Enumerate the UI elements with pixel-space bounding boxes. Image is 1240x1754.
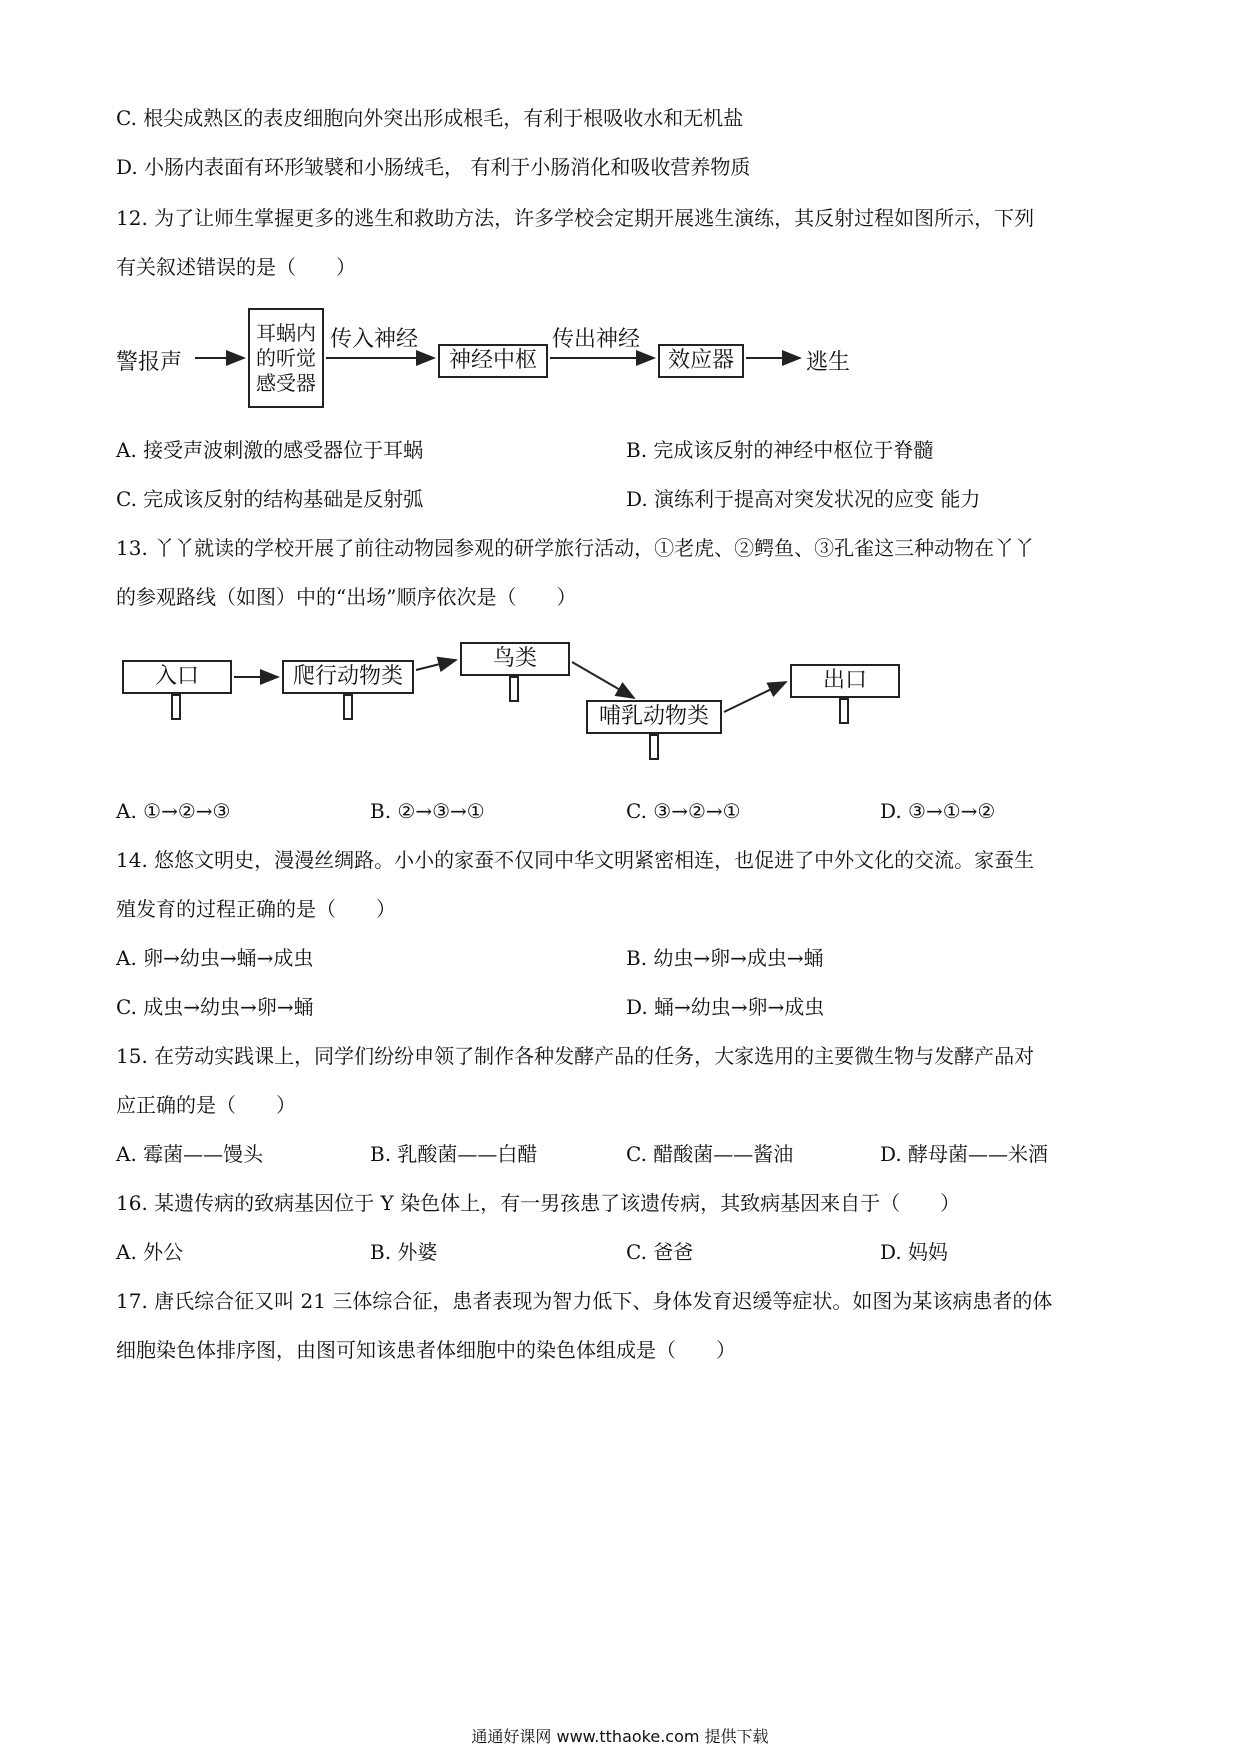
- q13-option-b: B. ②→③→①: [370, 799, 485, 823]
- q11-option-d: D. 小肠内表面有环形皱襞和小肠绒毛， 有利于小肠消化和吸收营养物质: [116, 155, 751, 179]
- q12-option-c: C. 完成该反射的结构基础是反射弧: [116, 487, 424, 511]
- q15-option-b: B. 乳酸菌——白醋: [370, 1142, 538, 1166]
- q17-stem-line1: 17. 唐氏综合征又叫 21 三体综合征，患者表现为智力低下、身体发育迟缓等症状。如图为某该病患者的体: [116, 1289, 1053, 1313]
- q13-stem-line2: 的参观路线（如图）中的“出场”顺序依次是（ ）: [116, 585, 577, 609]
- birds-sign: 鸟类: [460, 642, 570, 676]
- reptiles-sign: 爬行动物类: [282, 660, 414, 694]
- q16-option-c: C. 爸爸: [626, 1240, 694, 1264]
- q13-option-a: A. ①→②→③: [116, 799, 231, 823]
- q16-option-b: B. 外婆: [370, 1240, 438, 1264]
- afferent-nerve-label: 传入神经: [330, 327, 419, 352]
- q17-stem-line2: 细胞染色体排序图，由图可知该患者体细胞中的染色体组成是（ ）: [116, 1338, 736, 1362]
- q14-option-a: A. 卵→幼虫→蛹→成虫: [116, 946, 314, 970]
- response-label: 逃生: [806, 350, 851, 375]
- q13-option-d: D. ③→①→②: [880, 799, 996, 823]
- arrow-birds-mammals: [572, 662, 634, 698]
- q14-option-d: D. 蛹→幼虫→卵→成虫: [626, 995, 825, 1019]
- arrow-reptiles-birds: [416, 660, 456, 670]
- q12-option-a: A. 接受声波刺激的感受器位于耳蜗: [116, 438, 424, 462]
- q11-option-c: C. 根尖成熟区的表皮细胞向外突出形成根毛，有利于根吸收水和无机盐: [116, 106, 744, 130]
- q15-option-c: C. 醋酸菌——酱油: [626, 1142, 794, 1166]
- page-footer: 通通好课网 www.tthaoke.com 提供下载: [471, 1727, 769, 1746]
- nerve-center-box: 神经中枢: [438, 344, 548, 378]
- q16-option-a: A. 外公: [116, 1240, 184, 1264]
- q13-stem-line1: 13. 丫丫就读的学校开展了前往动物园参观的研学旅行活动，①老虎、②鳄鱼、③孔雀这三种动物在丫丫: [116, 536, 1035, 560]
- q14-stem-line2: 殖发育的过程正确的是（ ）: [116, 897, 396, 921]
- q16-option-d: D. 妈妈: [880, 1240, 949, 1264]
- effector-box: 效应器: [658, 344, 744, 378]
- q15-stem-line2: 应正确的是（ ）: [116, 1093, 296, 1117]
- q14-option-c: C. 成虫→幼虫→卵→蛹: [116, 995, 314, 1019]
- stimulus-label: 警报声: [116, 350, 183, 375]
- q13-option-c: C. ③→②→①: [626, 799, 741, 823]
- entrance-sign: 入口: [122, 660, 232, 694]
- q14-stem-line1: 14. 悠悠文明史，漫漫丝绸路。小小的家蚕不仅同中华文明紧密相连，也促进了中外文化的交流。家蚕生: [116, 848, 1035, 872]
- exit-sign: 出口: [790, 664, 900, 698]
- efferent-nerve-label: 传出神经: [552, 327, 641, 352]
- q12-option-d: D. 演练利于提高对突发状况的应变 能力: [626, 487, 981, 511]
- q15-stem-line1: 15. 在劳动实践课上，同学们纷纷申领了制作各种发酵产品的任务，大家选用的主要微生物与发酵产品对: [116, 1044, 1035, 1068]
- arrow-mammals-exit: [724, 682, 786, 712]
- q12-option-b: B. 完成该反射的神经中枢位于脊髓: [626, 438, 934, 462]
- q16-stem: 16. 某遗传病的致病基因位于 Y 染色体上，有一男孩患了该遗传病，其致病基因来自于（ ）: [116, 1191, 961, 1215]
- q15-option-a: A. 霉菌——馒头: [116, 1142, 264, 1166]
- q14-option-b: B. 幼虫→卵→成虫→蛹: [626, 946, 824, 970]
- q12-stem-line1: 12. 为了让师生掌握更多的逃生和救助方法，许多学校会定期开展逃生演练，其反射过程如图所示，下列: [116, 206, 1035, 230]
- q12-stem-line2: 有关叙述错误的是（ ）: [116, 255, 356, 279]
- receptor-box: 耳蜗内的听觉感受器: [248, 308, 324, 408]
- q15-option-d: D. 酵母菌——米酒: [880, 1142, 1049, 1166]
- mammals-sign: 哺乳动物类: [586, 700, 722, 734]
